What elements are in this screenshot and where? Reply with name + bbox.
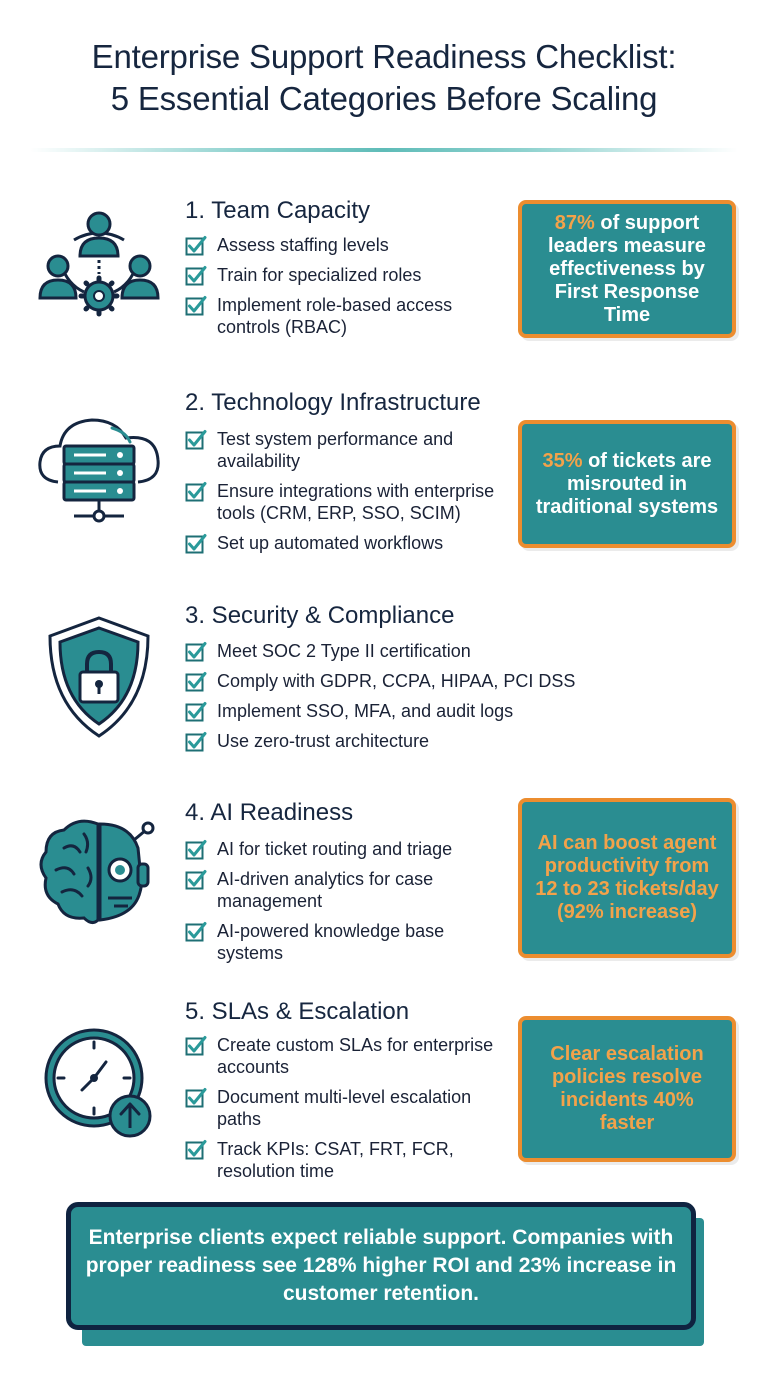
checklist-item: Document multi-level escalation paths xyxy=(185,1086,495,1130)
stat-callout xyxy=(518,798,736,958)
checkbox-check-icon xyxy=(185,671,207,693)
section-title: 2. Technology Infrastructure xyxy=(185,389,481,416)
checklist-item: Track KPIs: CSAT, FRT, FCR, resolution time xyxy=(185,1138,475,1182)
checklist-item: AI for ticket routing and triage xyxy=(185,838,495,860)
section-title: 3. Security & Compliance xyxy=(185,602,455,629)
checkbox-check-icon xyxy=(185,429,207,451)
checklist xyxy=(185,1034,495,1190)
checklist-item: Test system performance and availability xyxy=(185,428,490,472)
checklist-item: Implement SSO, MFA, and audit logs xyxy=(185,700,605,722)
section-title: 5. SLAs & Escalation xyxy=(185,998,410,1025)
title-line-2: 5 Essential Categories Before Scaling xyxy=(110,80,658,117)
checkbox-check-icon xyxy=(185,1087,207,1109)
stat-text: AI can boost agent productivity from 12 to 23 tickets/day (92% increase) xyxy=(535,832,719,923)
checklist-item: Use zero-trust architecture xyxy=(185,730,605,752)
shield-lock-icon xyxy=(34,612,164,742)
checklist-item: Train for specialized roles xyxy=(185,264,520,286)
title-divider xyxy=(30,148,738,152)
stat-callout xyxy=(518,200,736,338)
checklist-item: AI-driven analytics for case management xyxy=(185,868,495,912)
checkbox-check-icon xyxy=(185,1139,207,1161)
checkbox-check-icon xyxy=(185,265,207,287)
checkbox-check-icon xyxy=(185,869,207,891)
stat-text: of tickets are misrouted in traditional systems xyxy=(535,449,719,518)
stat-highlight: 87% xyxy=(554,211,595,234)
checkbox-check-icon xyxy=(185,839,207,861)
checkbox-check-icon xyxy=(185,921,207,943)
checklist xyxy=(185,234,520,346)
checklist xyxy=(185,428,520,562)
checklist-item: Comply with GDPR, CCPA, HIPAA, PCI DSS xyxy=(185,670,605,692)
checklist-item: Set up automated workflows xyxy=(185,532,520,554)
checkbox-check-icon xyxy=(185,533,207,555)
checklist-item: AI-powered knowledge base systems xyxy=(185,920,495,964)
checklist-item: Create custom SLAs for enterprise accounts xyxy=(185,1034,495,1078)
checkbox-check-icon xyxy=(185,701,207,723)
clock-upload-icon xyxy=(34,1018,164,1148)
checklist-item: Assess staffing levels xyxy=(185,234,520,256)
checklist-item: Ensure integrations with enterprise tools (CRM, ERP, SSO, SCIM) xyxy=(185,480,520,524)
checkbox-check-icon xyxy=(185,1035,207,1057)
checkbox-check-icon xyxy=(185,235,207,257)
stat-callout xyxy=(518,420,736,548)
checklist xyxy=(185,838,495,972)
checklist-item: Meet SOC 2 Type II certification xyxy=(185,640,605,662)
stat-highlight: 35% xyxy=(542,449,583,472)
checkbox-check-icon xyxy=(185,481,207,503)
section-title: 1. Team Capacity xyxy=(185,197,370,224)
checkbox-check-icon xyxy=(185,731,207,753)
title-line-1: Enterprise Support Readiness Checklist: xyxy=(91,38,677,75)
stat-text: Clear escalation policies resolve incidents 40% faster xyxy=(550,1043,704,1134)
checkbox-check-icon xyxy=(185,295,207,317)
stat-callout xyxy=(518,1016,736,1162)
page-title xyxy=(0,36,768,120)
team-icon xyxy=(34,200,164,330)
stat-text: of support leaders measure effectiveness by First Response Time xyxy=(548,211,706,326)
checkbox-check-icon xyxy=(185,641,207,663)
footer-text: Enterprise clients expect reliable support. Companies with proper readiness see 128% higher ROI and 23% increase in customer retention. xyxy=(85,1226,677,1305)
brain-robot-icon xyxy=(34,808,164,938)
server-cloud-icon xyxy=(34,408,164,538)
footer-callout xyxy=(66,1202,696,1330)
section-title: 4. AI Readiness xyxy=(185,799,354,826)
checklist-item: Implement role-based access controls (RBAC) xyxy=(185,294,485,338)
checklist xyxy=(185,640,605,760)
